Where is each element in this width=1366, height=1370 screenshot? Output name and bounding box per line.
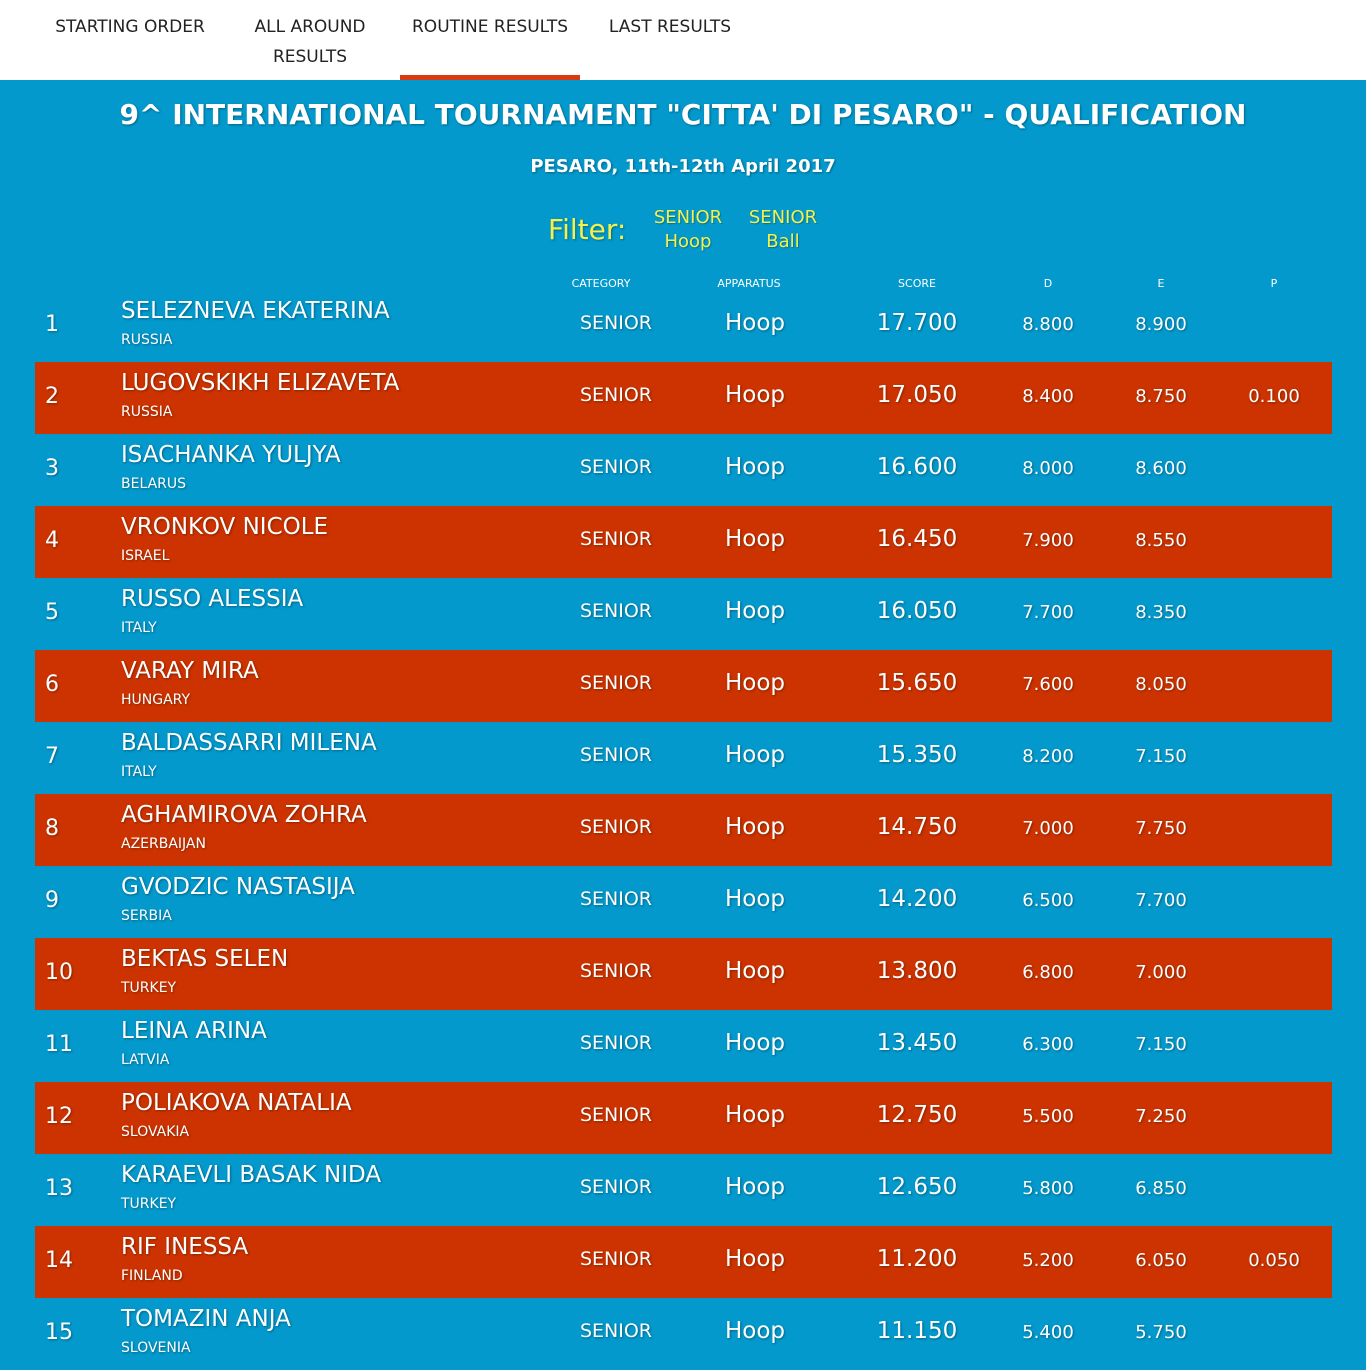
apparatus-cell: Hoop [724, 1246, 786, 1272]
athlete-nation: SERBIA [121, 908, 172, 924]
apparatus-cell: Hoop [724, 814, 786, 840]
table-row[interactable] [35, 1226, 1332, 1298]
table-row[interactable] [35, 722, 1332, 794]
apparatus-cell: Hoop [724, 310, 786, 336]
d-score-cell: 7.900 [1022, 530, 1074, 551]
column-header-category: CATEGORY [571, 277, 631, 290]
score-cell: 16.600 [876, 454, 958, 480]
apparatus-cell: Hoop [724, 598, 786, 624]
e-score-cell: 8.750 [1135, 386, 1187, 407]
d-score-cell: 8.400 [1022, 386, 1074, 407]
results-panel [0, 80, 1366, 1370]
filter-label: Filter: [548, 213, 627, 246]
table-row[interactable] [35, 938, 1332, 1010]
e-score-cell: 8.600 [1135, 458, 1187, 479]
athlete-name: ISACHANKA YULJYA [121, 442, 341, 468]
score-cell: 16.050 [876, 598, 958, 624]
d-score-cell: 7.700 [1022, 602, 1074, 623]
score-cell: 15.650 [876, 670, 958, 696]
e-score-cell: 5.750 [1135, 1322, 1187, 1343]
e-score-cell: 8.550 [1135, 530, 1187, 551]
filter-option-line1: SENIOR [653, 207, 723, 228]
table-row[interactable] [35, 866, 1332, 938]
d-score-cell: 6.800 [1022, 962, 1074, 983]
category-cell: SENIOR [579, 960, 653, 982]
athlete-nation: HUNGARY [121, 692, 191, 708]
athlete-name: GVODZIC NASTASIJA [121, 874, 355, 900]
column-header-e: E [1157, 277, 1165, 290]
score-cell: 13.450 [876, 1030, 958, 1056]
d-score-cell: 8.200 [1022, 746, 1074, 767]
score-cell: 14.200 [876, 886, 958, 912]
apparatus-cell: Hoop [724, 454, 786, 480]
category-cell: SENIOR [579, 312, 653, 334]
filter-option-line2: Hoop [664, 231, 712, 252]
rank-cell: 15 [45, 1320, 73, 1345]
column-header-p: P [1270, 277, 1278, 290]
category-cell: SENIOR [579, 1320, 653, 1342]
athlete-nation: AZERBAIJAN [121, 836, 206, 852]
d-score-cell: 6.300 [1022, 1034, 1074, 1055]
category-cell: SENIOR [579, 744, 653, 766]
athlete-nation: RUSSIA [121, 332, 173, 348]
table-row[interactable] [35, 290, 1332, 362]
score-cell: 15.350 [876, 742, 958, 768]
apparatus-cell: Hoop [724, 958, 786, 984]
athlete-nation: RUSSIA [121, 404, 173, 420]
tab-all-around-results[interactable]: ALL AROUND RESULTS [254, 17, 366, 67]
d-score-cell: 7.000 [1022, 818, 1074, 839]
e-score-cell: 7.000 [1135, 962, 1187, 983]
apparatus-cell: Hoop [724, 670, 786, 696]
athlete-nation: BELARUS [121, 476, 187, 492]
page-subtitle: PESARO, 11th-12th April 2017 [530, 156, 836, 177]
athlete-nation: SLOVAKIA [121, 1124, 190, 1140]
rank-cell: 6 [45, 672, 59, 697]
athlete-nation: LATVIA [121, 1052, 170, 1068]
athlete-nation: ISRAEL [121, 548, 170, 564]
filter-option-line1: SENIOR [748, 207, 818, 228]
d-score-cell: 5.200 [1022, 1250, 1074, 1271]
table-row[interactable] [35, 578, 1332, 650]
athlete-name: BALDASSARRI MILENA [121, 730, 377, 756]
tab-routine-results[interactable]: ROUTINE RESULTS [412, 17, 568, 37]
e-score-cell: 7.250 [1135, 1106, 1187, 1127]
score-cell: 14.750 [876, 814, 958, 840]
athlete-name: RUSSO ALESSIA [121, 586, 304, 612]
athlete-nation: ITALY [121, 620, 157, 636]
d-score-cell: 8.000 [1022, 458, 1074, 479]
athlete-name: POLIAKOVA NATALIA [121, 1090, 352, 1116]
category-cell: SENIOR [579, 816, 653, 838]
results-table [35, 290, 1332, 1370]
athlete-name: BEKTAS SELEN [121, 946, 289, 972]
apparatus-cell: Hoop [724, 1318, 786, 1344]
e-score-cell: 6.850 [1135, 1178, 1187, 1199]
filter-option-line2: Ball [766, 231, 800, 252]
apparatus-cell: Hoop [724, 886, 786, 912]
table-row[interactable] [35, 794, 1332, 866]
column-header-apparatus: APPARATUS [717, 277, 781, 290]
tab-last-results[interactable]: LAST RESULTS [608, 17, 732, 37]
table-row[interactable] [35, 1082, 1332, 1154]
athlete-name: LUGOVSKIKH ELIZAVETA [121, 370, 400, 396]
apparatus-cell: Hoop [724, 1102, 786, 1128]
score-cell: 11.150 [876, 1318, 958, 1344]
e-score-cell: 8.350 [1135, 602, 1187, 623]
category-cell: SENIOR [579, 384, 653, 406]
category-cell: SENIOR [579, 528, 653, 550]
d-score-cell: 5.500 [1022, 1106, 1074, 1127]
category-cell: SENIOR [579, 888, 653, 910]
athlete-nation: TURKEY [121, 980, 177, 996]
rank-cell: 14 [45, 1248, 73, 1273]
score-cell: 17.700 [876, 310, 958, 336]
rank-cell: 8 [45, 816, 59, 841]
athlete-name: RIF INESSA [121, 1234, 249, 1260]
apparatus-cell: Hoop [724, 742, 786, 768]
athlete-nation: TURKEY [121, 1196, 177, 1212]
table-row[interactable] [35, 362, 1332, 434]
category-cell: SENIOR [579, 600, 653, 622]
apparatus-cell: Hoop [724, 1174, 786, 1200]
tab-starting-order[interactable]: STARTING ORDER [55, 17, 205, 37]
athlete-name: VARAY MIRA [121, 658, 259, 684]
e-score-cell: 7.700 [1135, 890, 1187, 911]
score-cell: 17.050 [876, 382, 958, 408]
score-cell: 12.650 [876, 1174, 958, 1200]
athlete-name: AGHAMIROVA ZOHRA [121, 802, 367, 828]
e-score-cell: 7.150 [1135, 746, 1187, 767]
athlete-nation: FINLAND [121, 1268, 183, 1284]
rank-cell: 12 [45, 1104, 73, 1129]
page-title: 9^ INTERNATIONAL TOURNAMENT "CITTA' DI PESARO" - QUALIFICATION [119, 98, 1247, 131]
e-score-cell: 6.050 [1135, 1250, 1187, 1271]
rank-cell: 4 [45, 528, 59, 553]
athlete-nation: SLOVENIA [121, 1340, 191, 1356]
table-row[interactable] [35, 506, 1332, 578]
penalty-cell: 0.100 [1248, 386, 1300, 407]
apparatus-cell: Hoop [724, 526, 786, 552]
category-cell: SENIOR [579, 1176, 653, 1198]
rank-cell: 2 [45, 384, 59, 409]
category-cell: SENIOR [579, 1248, 653, 1270]
table-row[interactable] [35, 1010, 1332, 1082]
e-score-cell: 7.750 [1135, 818, 1187, 839]
score-cell: 11.200 [876, 1246, 958, 1272]
apparatus-cell: Hoop [724, 1030, 786, 1056]
athlete-name: VRONKOV NICOLE [121, 514, 329, 540]
rank-cell: 10 [45, 960, 73, 985]
category-cell: SENIOR [579, 456, 653, 478]
d-score-cell: 8.800 [1022, 314, 1074, 335]
score-cell: 16.450 [876, 526, 958, 552]
filter-senior-hoop[interactable] [648, 206, 728, 254]
athlete-name: LEINA ARINA [121, 1018, 267, 1044]
score-cell: 13.800 [876, 958, 958, 984]
d-score-cell: 7.600 [1022, 674, 1074, 695]
athlete-nation: ITALY [121, 764, 157, 780]
table-row[interactable] [35, 650, 1332, 722]
d-score-cell: 6.500 [1022, 890, 1074, 911]
e-score-cell: 7.150 [1135, 1034, 1187, 1055]
category-cell: SENIOR [579, 672, 653, 694]
table-row[interactable] [35, 1298, 1332, 1370]
e-score-cell: 8.900 [1135, 314, 1187, 335]
rank-cell: 1 [45, 312, 59, 337]
table-row[interactable] [35, 1154, 1332, 1226]
filter-senior-ball[interactable] [743, 206, 823, 254]
rank-cell: 3 [45, 456, 59, 481]
table-row[interactable] [35, 434, 1332, 506]
rank-cell: 11 [45, 1032, 73, 1057]
d-score-cell: 5.800 [1022, 1178, 1074, 1199]
score-cell: 12.750 [876, 1102, 958, 1128]
rank-cell: 13 [45, 1176, 73, 1201]
e-score-cell: 8.050 [1135, 674, 1187, 695]
athlete-name: TOMAZIN ANJA [121, 1306, 291, 1332]
top-nav [0, 0, 1366, 80]
rank-cell: 5 [45, 600, 59, 625]
column-header-score: SCORE [898, 277, 936, 290]
apparatus-cell: Hoop [724, 382, 786, 408]
category-cell: SENIOR [579, 1104, 653, 1126]
d-score-cell: 5.400 [1022, 1322, 1074, 1343]
column-header-d: D [1043, 277, 1053, 290]
athlete-name: KARAEVLI BASAK NIDA [121, 1162, 382, 1188]
athlete-name: SELEZNEVA EKATERINA [121, 298, 390, 324]
category-cell: SENIOR [579, 1032, 653, 1054]
penalty-cell: 0.050 [1248, 1250, 1300, 1271]
rank-cell: 9 [45, 888, 59, 913]
rank-cell: 7 [45, 744, 59, 769]
